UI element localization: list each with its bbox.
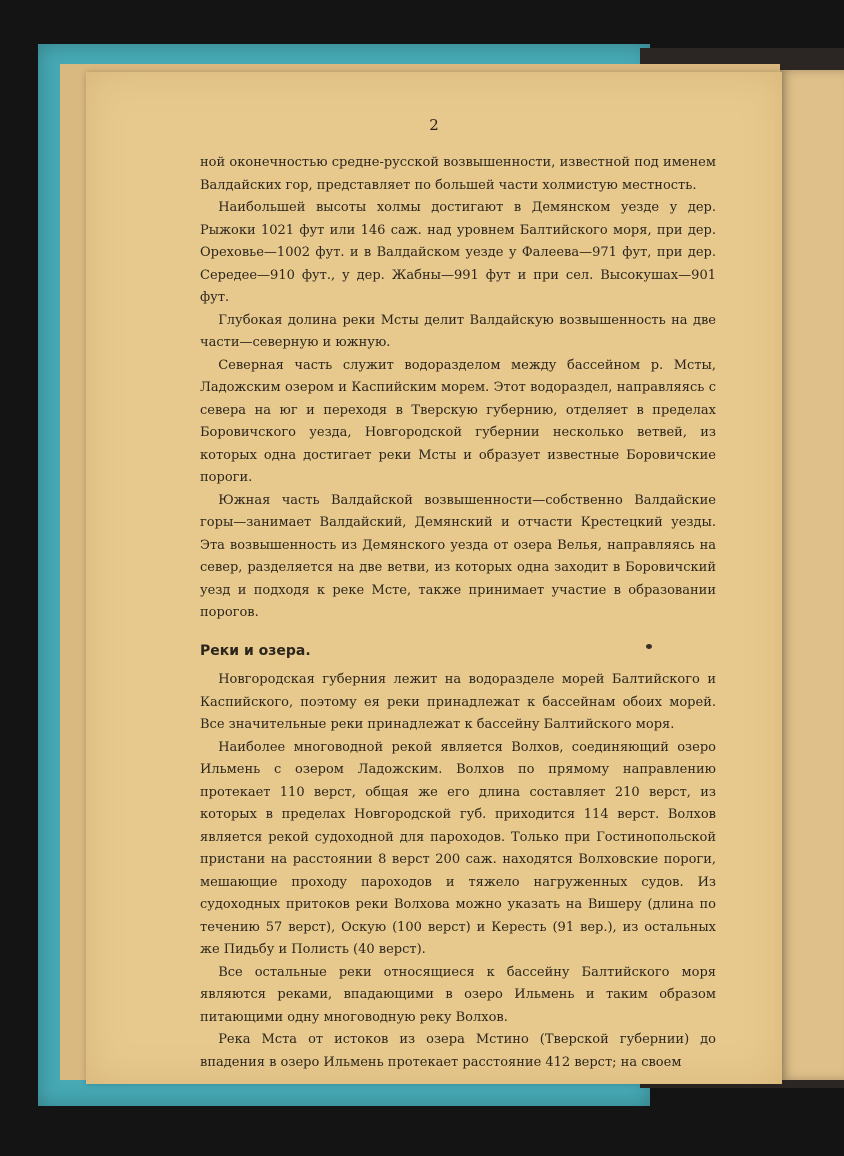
paragraph-volkhov: Наиболее многоводной рекой является Волхов, соединяющий озеро Ильмень с озером Ладожским. Волхов по прямому направлению протекает 110 верст, общая же его длина составляет 210 верст, из которых в пределах Новгородской губ. приходится 114 верст. Волхов является рекой судоходной для пароходов. Только при Гостинопольской пристани на расстоянии 8 верст 200 саж. находятся Волховские пороги, мешающие проходу пароходов и тяжело нагруженных судов. Из судоходных притоков реки Волхова можно указать на Вишеру (длина по течению 57 верст), Оскую (100 верст) и Кересть (91 вер.), из остальных же Пидьбу и Полисть (40 верст). [200,739,716,957]
paragraph-southern-part: Южная часть Валдайской возвышенности—собственно Валдайские горы—занимает Валдайский, Демянский и отчасти Крестецкий уезды. Эта возвышенность из Демянского уезда от озера Велья, направляясь на север, разделяется на две ветви, из которых одна заходит в Боровичский уезд и подходя к реке Мсте, также принимает участие в образовании порогов. [200,492,716,620]
paragraph-highest-hills: Наибольшей высоты холмы достигают в Демянском уезде у дер. Рыжоки 1021 фут или 146 саж. над уровнем Балтийского моря, при дер. Ореховье—1002 фут. и в Валдайском уезде у Фалеева—971 фут, при дер. Середее—910 фут., у дер. Жабны—991 фут и при сел. Высокушах—901 фут. [200,200,716,305]
facing-page-edge [778,70,844,1080]
paragraph-msta-valley: Глубокая долина реки Мсты делит Валдайскую возвышенность на две части—северную и южную. [200,312,716,350]
ink-spot [646,644,652,649]
page-text [200,152,716,1074]
paragraph-msta: Река Мста от истоков из озера Мстино (Тверской губернии) до впадения в озеро Ильмень протекает расстояние 412 верст; на своем [200,1032,716,1070]
paragraph-continued: ной оконечностью средне-русской возвышенности, известной под именем Валдайских гор, представляет по большей части холмистую местность. [200,155,716,193]
paragraph-ilmen-rivers: Все остальные реки относящиеся к бассейну Балтийского моря являются реками, впадающими в озеро Ильмень и таким образом питающими одну многоводную реку Волхов. [200,964,716,1025]
section-heading-rivers-lakes: Реки и озера. [200,642,311,659]
page-number: 2 [429,116,439,134]
paragraph-northern-part: Северная часть служит водоразделом между бассейном р. Мсты, Ладожским озером и Каспийским морем. Этот водораздел, направляясь с севера на юг и переходя в Тверскую губернию, отделяет в пределах Боровичского уезда, Новгородской губернии несколько ветвей, из которых одна достигает реки Мсты и образует известные Боровичские пороги. [200,357,716,485]
book-page [86,72,782,1084]
paragraph-watershed: Новгородская губерния лежит на водоразделе морей Балтийского и Каспийского, поэтому ея реки принадлежат к бассейнам обоих морей. Все значительные реки принадлежат к бассейну Балтийского моря. [200,672,716,732]
